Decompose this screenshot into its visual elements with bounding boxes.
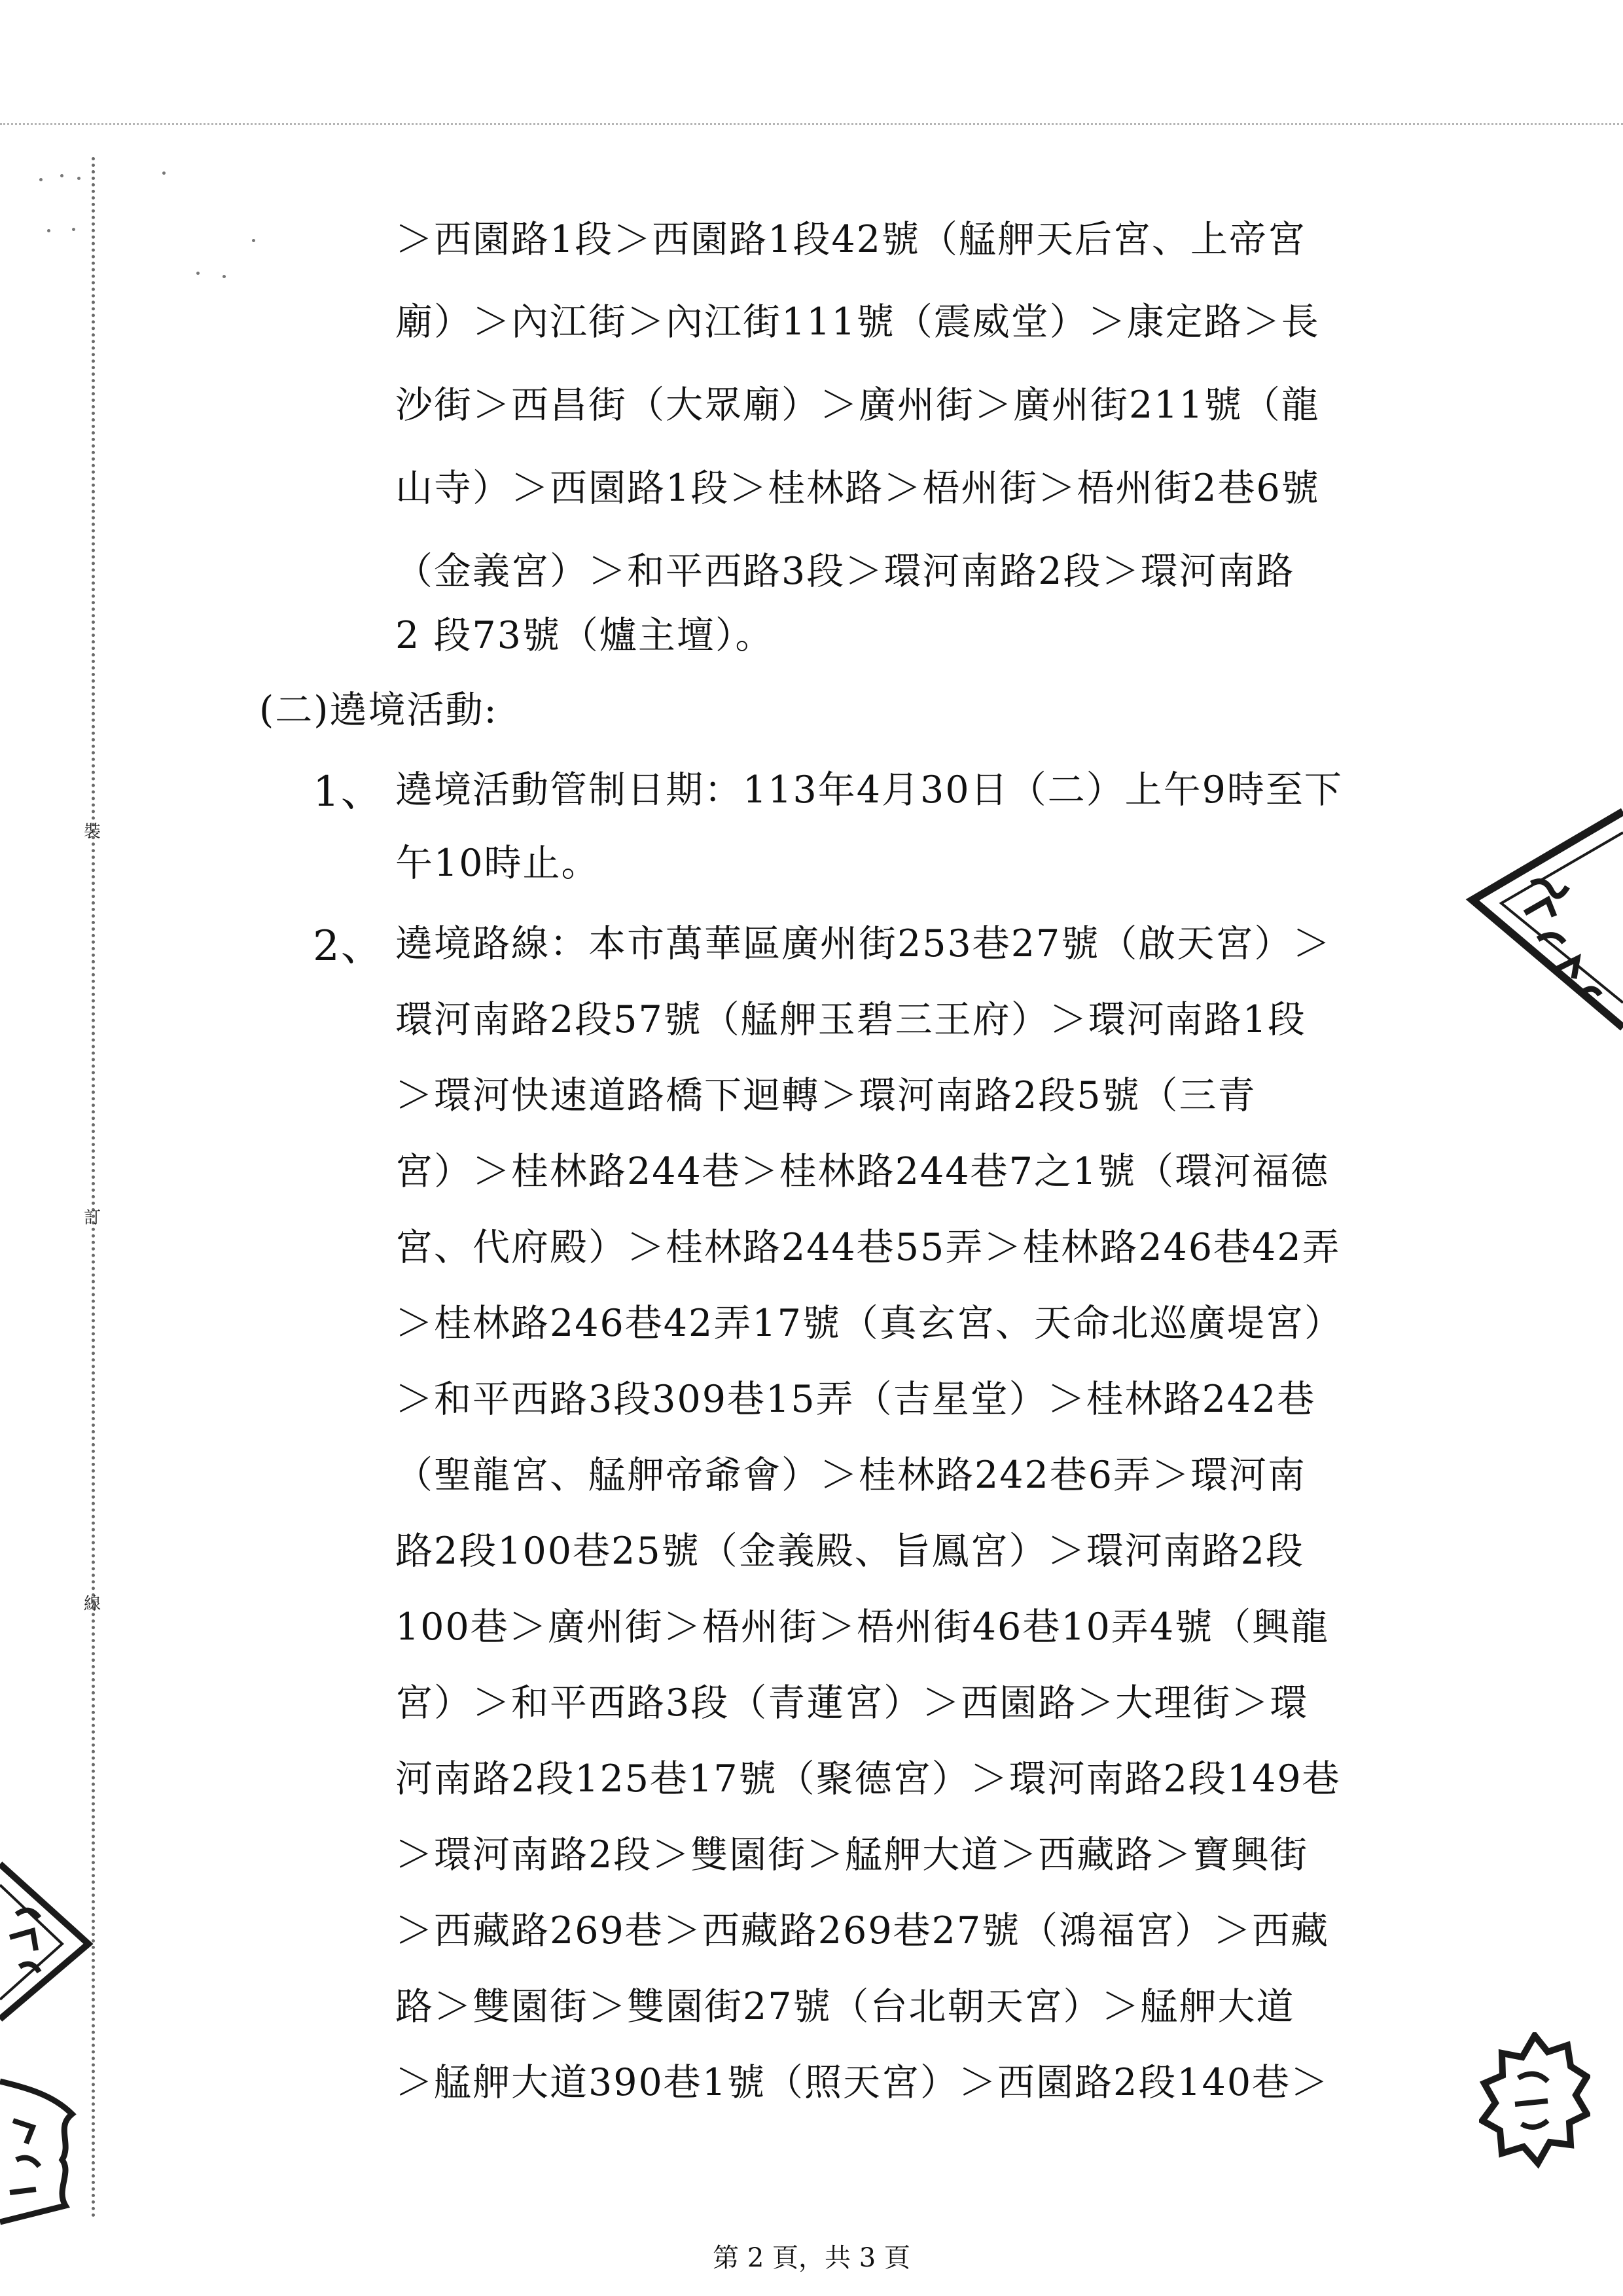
text-line: 宮、代府殿）＞桂林路244巷55弄＞桂林路246巷42弄 <box>395 1226 1341 1269</box>
binding-mark-zhuang: 裝 <box>84 822 101 842</box>
section-heading: (二)遶境活動: <box>259 689 498 732</box>
left-edge-seal-lower <box>0 2075 82 2225</box>
scan-top-edge <box>0 123 1623 125</box>
item-number: 2、 <box>313 922 384 971</box>
scan-speck <box>47 229 50 232</box>
scan-speck <box>223 275 226 278</box>
text-line: 遶境路線：本市萬華區廣州街253巷27號（啟天宮）＞ <box>395 922 1332 965</box>
text-line: 山寺）＞西園路1段＞桂林路＞梧州街＞梧州街2巷6號 <box>395 467 1320 510</box>
binding-mark-ding: 訂 <box>84 1208 101 1228</box>
text-line: 2 段73號（爐主壇）。 <box>395 614 774 657</box>
text-line: ＞桂林路246巷42弄17號（真玄宮、天命北巡廣堤宮） <box>395 1302 1343 1345</box>
scan-speck <box>162 171 166 175</box>
text-line: 河南路2段125巷17號（聚德宮）＞環河南路2段149巷 <box>395 1757 1341 1801</box>
text-line: 廟）＞內江街＞內江街111號（震威堂）＞康定路＞長 <box>395 300 1320 344</box>
text-line: 環河南路2段57號（艋舺玉碧三王府）＞環河南路1段 <box>395 998 1307 1041</box>
text-line: 100巷＞廣州街＞梧州街＞梧州街46巷10弄4號（興龍 <box>395 1605 1330 1649</box>
scan-speck <box>39 178 43 181</box>
text-line: （聖龍宮、艋舺帝爺會）＞桂林路242巷6弄＞環河南 <box>395 1454 1307 1497</box>
scan-speck <box>60 174 63 177</box>
text-line: ＞和平西路3段309巷15弄（吉星堂）＞桂林路242巷 <box>395 1378 1316 1421</box>
scan-speck <box>196 272 200 275</box>
text-line: 沙街＞西昌街（大眾廟）＞廣州街＞廣州街211號（龍 <box>395 384 1320 427</box>
page-footer: 第 2 頁，共 3 頁 <box>713 2243 910 2273</box>
left-edge-seal <box>0 1859 98 2022</box>
text-line: ＞西園路1段＞西園路1段42號（艋舺天后宮、上帝宮 <box>395 218 1307 261</box>
text-line: 路2段100巷25號（金義殿、旨鳳宮）＞環河南路2段 <box>395 1530 1304 1573</box>
scan-speck <box>72 228 75 231</box>
text-line: ＞環河南路2段＞雙園街＞艋舺大道＞西藏路＞寶興街 <box>395 1833 1309 1876</box>
text-line: ＞艋舺大道390巷1號（照天宮）＞西園路2段140巷＞ <box>395 2061 1330 2104</box>
right-edge-seal <box>1459 805 1623 1047</box>
text-line: ＞西藏路269巷＞西藏路269巷27號（鴻福宮）＞西藏 <box>395 1909 1330 1952</box>
text-line: 宮）＞和平西路3段（青蓮宮）＞西園路＞大理街＞環 <box>395 1681 1309 1725</box>
text-line: （金義宮）＞和平西路3段＞環河南路2段＞環河南路 <box>395 550 1295 593</box>
text-line: 路＞雙園街＞雙園街27號（台北朝天宮）＞艋舺大道 <box>395 1985 1295 2028</box>
text-line: 午10時止。 <box>395 842 600 885</box>
text-line: 遶境活動管制日期：113年4月30日（二）上午9時至下 <box>395 768 1343 812</box>
scan-speck <box>252 239 255 242</box>
right-lower-seal <box>1479 2032 1590 2173</box>
text-line: 宮）＞桂林路244巷＞桂林路244巷7之1號（環河福德 <box>395 1150 1330 1193</box>
scan-speck <box>77 177 80 180</box>
binding-mark-xian: 線 <box>84 1594 101 1614</box>
text-line: ＞環河快速道路橋下迴轉＞環河南路2段5號（三青 <box>395 1074 1257 1117</box>
item-number: 1、 <box>313 768 384 816</box>
